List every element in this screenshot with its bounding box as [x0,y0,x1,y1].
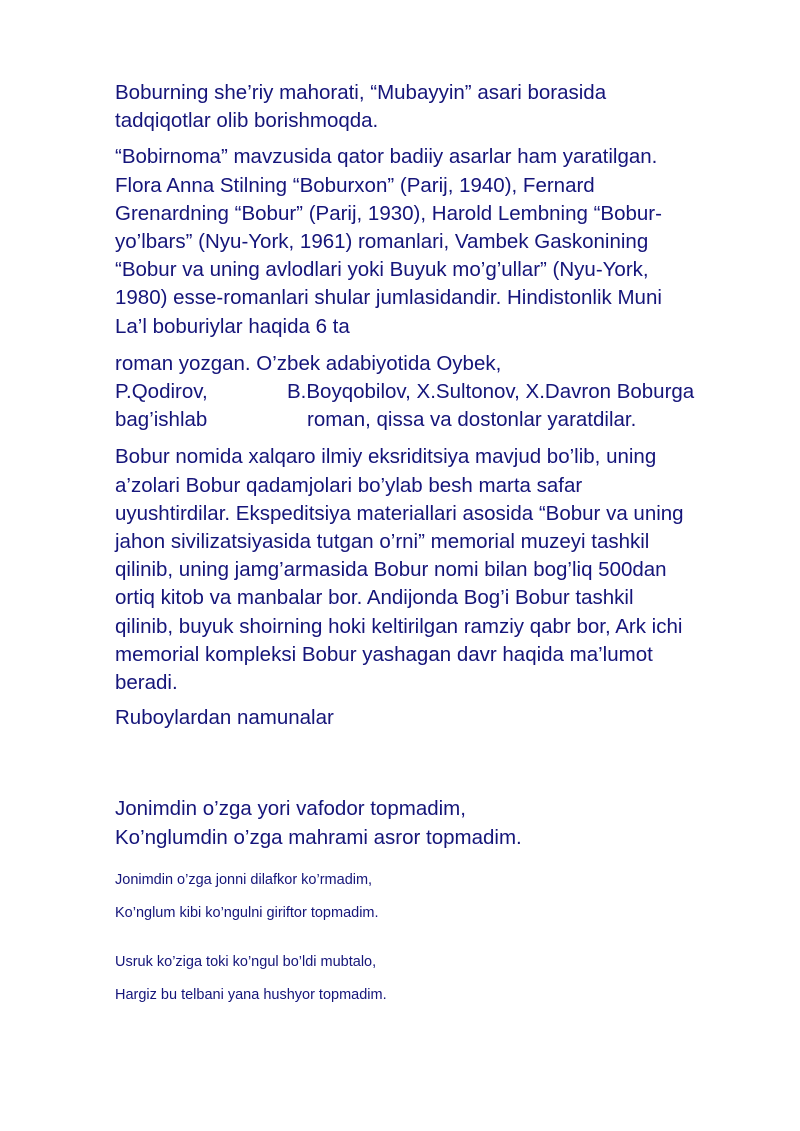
paragraph-expedition [115,443,745,697]
verse-line: Jonimdin o’zga jonni dilafkor ko’rmadim, [115,872,373,889]
document-page [115,79,745,1012]
text-line: Boburning she’riy mahorati, “Mubayyin” asari borasida [115,81,607,104]
verse-line: Hargiz bu telbani yana hushyor topmadim. [115,987,387,1004]
paragraph-research [115,79,745,135]
text-line: “Bobur va uning avlodlari yoki Buyuk mo’g’ullar” (Nyu-York, [115,258,649,282]
text-segment: bag’ishlab [115,408,208,432]
verse-line: Ko’nglum kibi ko’ngulni giriftor topmadim. [115,905,379,922]
text-line: La’l boburiylar haqida 6 ta [115,314,350,338]
text-line: yo’lbars” (Nyu-York, 1961) romanlari, Vambek Gaskonining [115,230,649,254]
text-line: ortiq kitob va manbalar bor. Andijonda Bog’i Bobur tashkil [115,586,634,610]
text-line: jahon sivilizatsiyasida tutgan o’rni” memorial muzeyi tashkil [115,530,650,554]
text-line: qilinib, buyuk shoirning hoki keltirilgan ramziy qabr bor, Ark ichi [115,614,683,638]
verse-line: Ko’nglumdin o’zga mahrami asror topmadim. [115,826,522,850]
text-line: 1980) esse-romanlari shular jumlasidandir. Hindistonlik Muni [115,286,662,310]
text-line: Flora Anna Stilning “Boburxon” (Parij, 1940), Fernard [115,173,595,197]
text-line: beradi. [115,671,178,695]
verse-large [115,794,745,852]
text-segment: roman yozgan. O’zbek adabiyotida Oybek, [115,351,502,375]
text-segment: P.Qodirov, [115,380,208,404]
text-line: qilinib, uning jamg’armasida Bobur nomi bilan bog’liq 500dan [115,558,667,582]
text-line: “Bobirnoma” mavzusida qator badiiy asarlar ham yaratilgan. [115,145,658,169]
text-line: tadqiqotlar olib borishmoqda. [115,109,379,133]
text-segment: roman, qissa va dostonlar yaratdilar. [307,408,637,432]
text-line: a’zolari Bobur qadamjolari bo’ylab besh marta safar [115,473,583,497]
verse-line: Usruk ko’ziga toki ko’ngul bo’ldi mubtalo, [115,954,377,971]
text-line: Bobur nomida xalqaro ilmiy eksriditsiya mavjud bo’lib, uning [115,445,657,469]
paragraph-uzbek-literature [115,350,745,435]
text-line [115,406,745,434]
verse-line: Jonimdin o’zga yori vafodor topmadim, [115,797,466,821]
text-line: uyushtirdilar. Ekspeditsiya materiallari asosida “Bobur va uning [115,501,684,525]
section-title: Ruboylardan namunalar [115,706,334,730]
text-line [115,350,745,378]
paragraph-novels [115,143,745,340]
text-segment: B.Boyqobilov, X.Sultonov, X.Davron Boburga [287,380,695,404]
text-line [115,378,745,406]
text-line: Grenardning “Bobur” (Parij, 1930), Harold Lembning “Bobur- [115,201,662,225]
text-line: memorial kompleksi Bobur yashagan davr haqida ma’lumot [115,642,653,666]
